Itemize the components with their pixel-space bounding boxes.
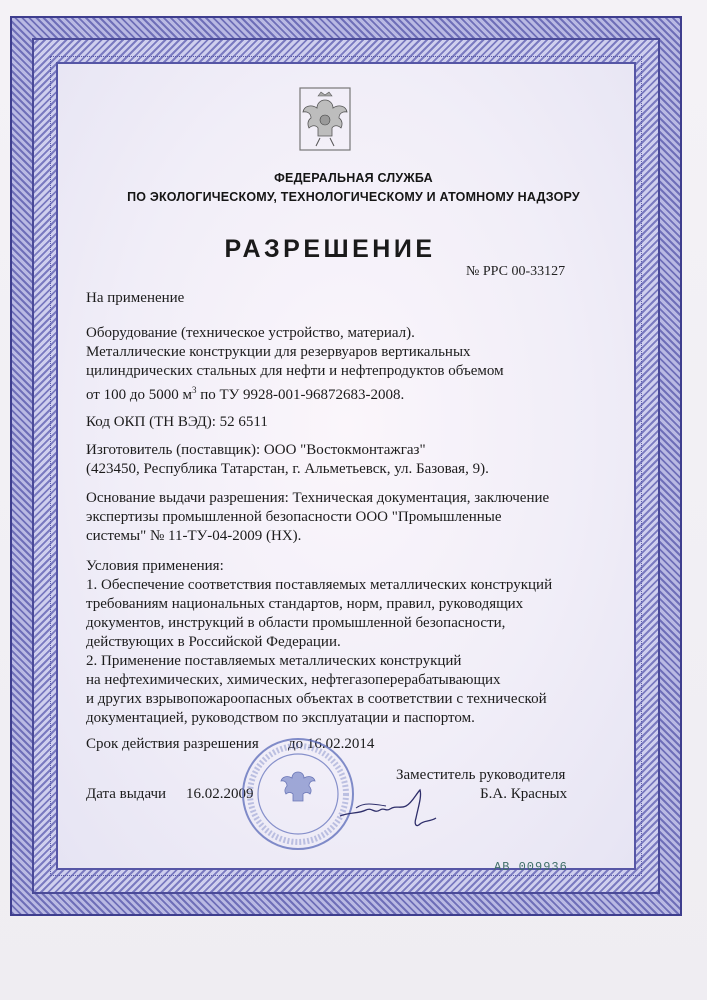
- equipment-spec-text: по ТУ 9928-001-96872683-2008.: [196, 387, 405, 403]
- condition-line: действующих в Российской Федерации.: [86, 634, 341, 650]
- condition-line: требованиям национальных стандартов, норм, правил, руководящих: [86, 596, 524, 612]
- equipment-line: цилиндрических стальных для нефти и нефтепродуктов объемом: [86, 363, 504, 379]
- manufacturer-address: (423450, Республика Татарстан, г. Альметьевск, ул. Базовая, 9).: [86, 461, 489, 477]
- condition-line: 2. Применение поставляемых металлических конструкций: [86, 653, 462, 669]
- signer-title: Заместитель руководителя: [396, 767, 566, 783]
- condition-line: и других взрывопожароопасных объектах в соответствии с технической: [86, 691, 547, 707]
- conditions-title: Условия применения:: [86, 558, 224, 574]
- issue-date-label: Дата выдачи: [86, 786, 167, 802]
- equipment-line: Оборудование (техническое устройство, материал).: [86, 325, 415, 341]
- condition-line: документов, инструкций в области промышленной безопасности,: [86, 615, 506, 631]
- condition-line: на нефтехимических, химических, нефтегазоперерабатывающих: [86, 672, 501, 688]
- basis-line: Основание выдачи разрешения: Техническая документация, заключение: [86, 490, 550, 506]
- basis-line: экспертизы промышленной безопасности ООО "Промышленные: [86, 509, 502, 525]
- validity-label: Срок действия разрешения: [86, 736, 259, 752]
- equipment-line: Металлические конструкции для резервуаров вертикальных: [86, 344, 471, 360]
- basis-line: системы" № 11-ТУ-04-2009 (НХ).: [86, 528, 302, 544]
- okp-code: Код ОКП (ТН ВЭД): 52 6511: [86, 414, 268, 430]
- condition-line: 1. Обеспечение соответствия поставляемых металлических конструкций: [86, 577, 553, 593]
- serial-number: АВ 009936: [494, 860, 568, 874]
- condition-line: документацией, руководством по эксплуатации и паспортом.: [86, 710, 475, 726]
- cubic-superscript: 3: [191, 385, 197, 395]
- application-label: На применение: [86, 290, 185, 306]
- permit-number: № РРС 00-33127: [466, 264, 566, 279]
- agency-name-line1: ФЕДЕРАЛЬНАЯ СЛУЖБА: [274, 171, 433, 185]
- russian-coat-of-arms-icon: [296, 84, 354, 156]
- manufacturer-line: Изготовитель (поставщик): ООО "Востокмонтажгаз": [86, 442, 426, 458]
- validity-value: до 16.02.2014: [288, 736, 375, 752]
- handwritten-signature-icon: [336, 778, 446, 834]
- equipment-volume-text: от 100 до 5000 м: [86, 387, 192, 403]
- issue-date-value: 16.02.2009: [186, 786, 254, 802]
- document-title: РАЗРЕШЕНИЕ: [224, 235, 436, 263]
- signer-name: Б.А. Красных: [480, 786, 568, 802]
- agency-name-line2: ПО ЭКОЛОГИЧЕСКОМУ, ТЕХНОЛОГИЧЕСКОМУ И АТОМНОМУ НАДЗОРУ: [127, 190, 580, 204]
- equipment-line-volume: [86, 381, 404, 405]
